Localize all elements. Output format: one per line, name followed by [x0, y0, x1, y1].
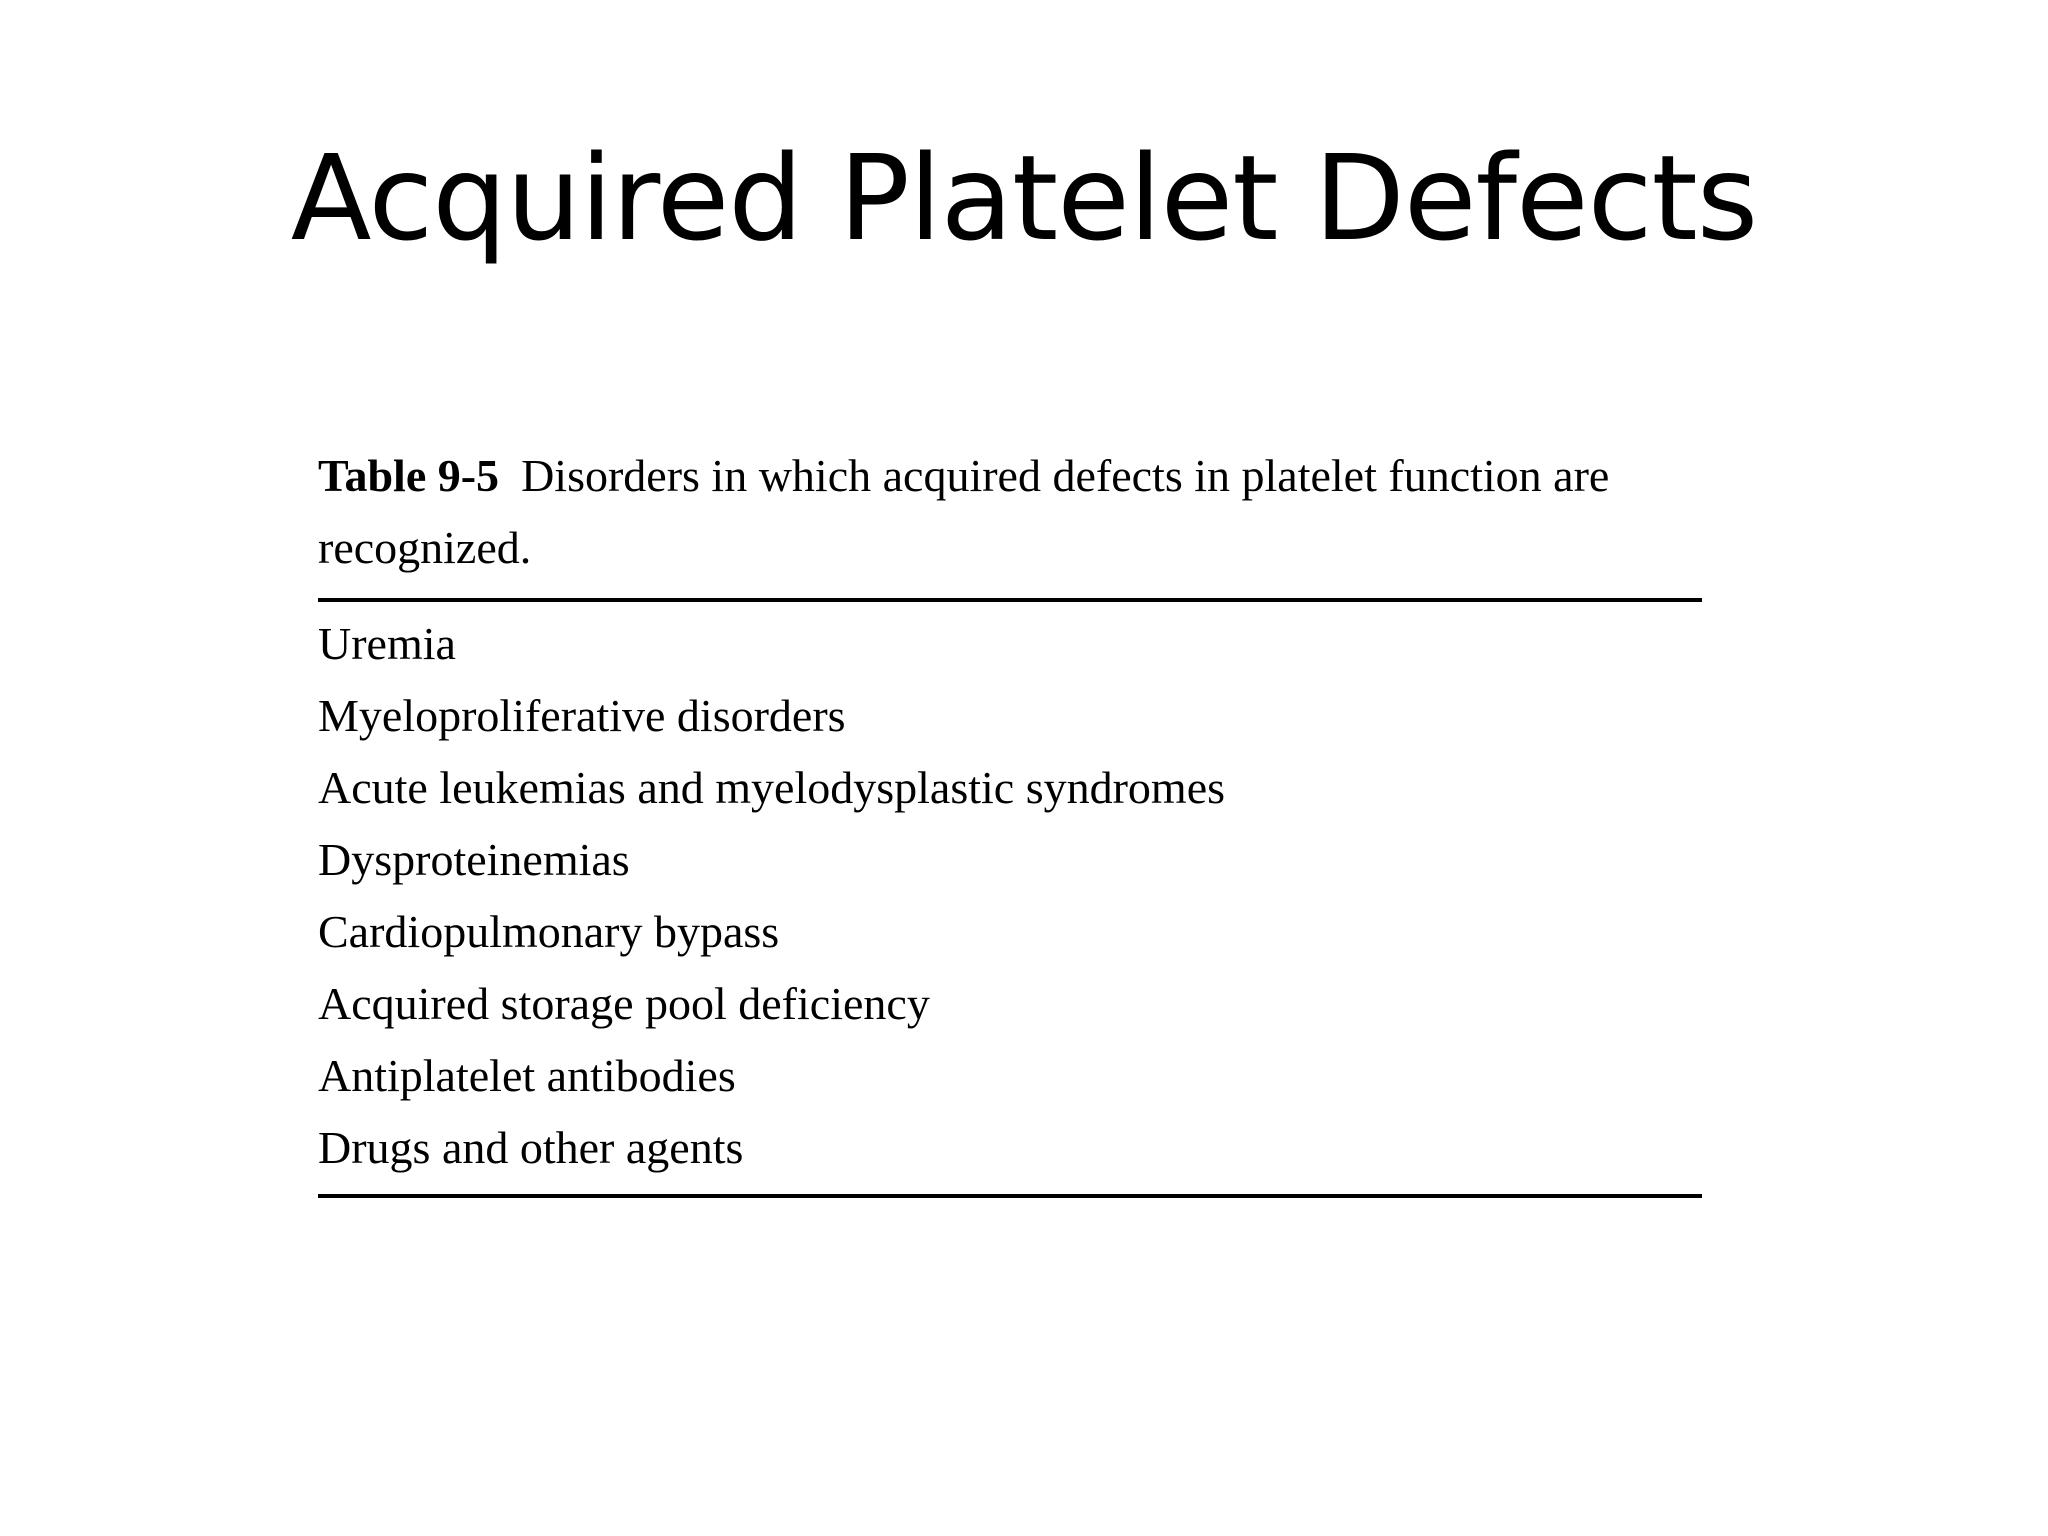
slide-title: Acquired Platelet Defects — [290, 129, 1758, 267]
table-row: Cardiopulmonary bypass — [318, 906, 780, 957]
table-caption-label: Table 9-5 — [318, 450, 500, 501]
table-caption-text: Disorders in which acquired defects in platelet function are recognized. — [318, 450, 1610, 573]
table-row: Dysproteinemias — [318, 834, 630, 885]
disorders-table — [318, 440, 1702, 1198]
table-rows — [318, 602, 1702, 1194]
table-row: Myeloproliferative disorders — [318, 690, 846, 741]
table-row: Drugs and other agents — [318, 1122, 744, 1173]
table-row: Acquired storage pool deficiency — [318, 978, 930, 1029]
table-bottom-rule — [318, 1194, 1702, 1198]
table-row: Uremia — [318, 618, 456, 669]
table-row: Antiplatelet antibodies — [318, 1050, 736, 1101]
table-caption — [318, 440, 1702, 598]
table-row: Acute leukemias and myelodysplastic syndromes — [318, 762, 1226, 813]
